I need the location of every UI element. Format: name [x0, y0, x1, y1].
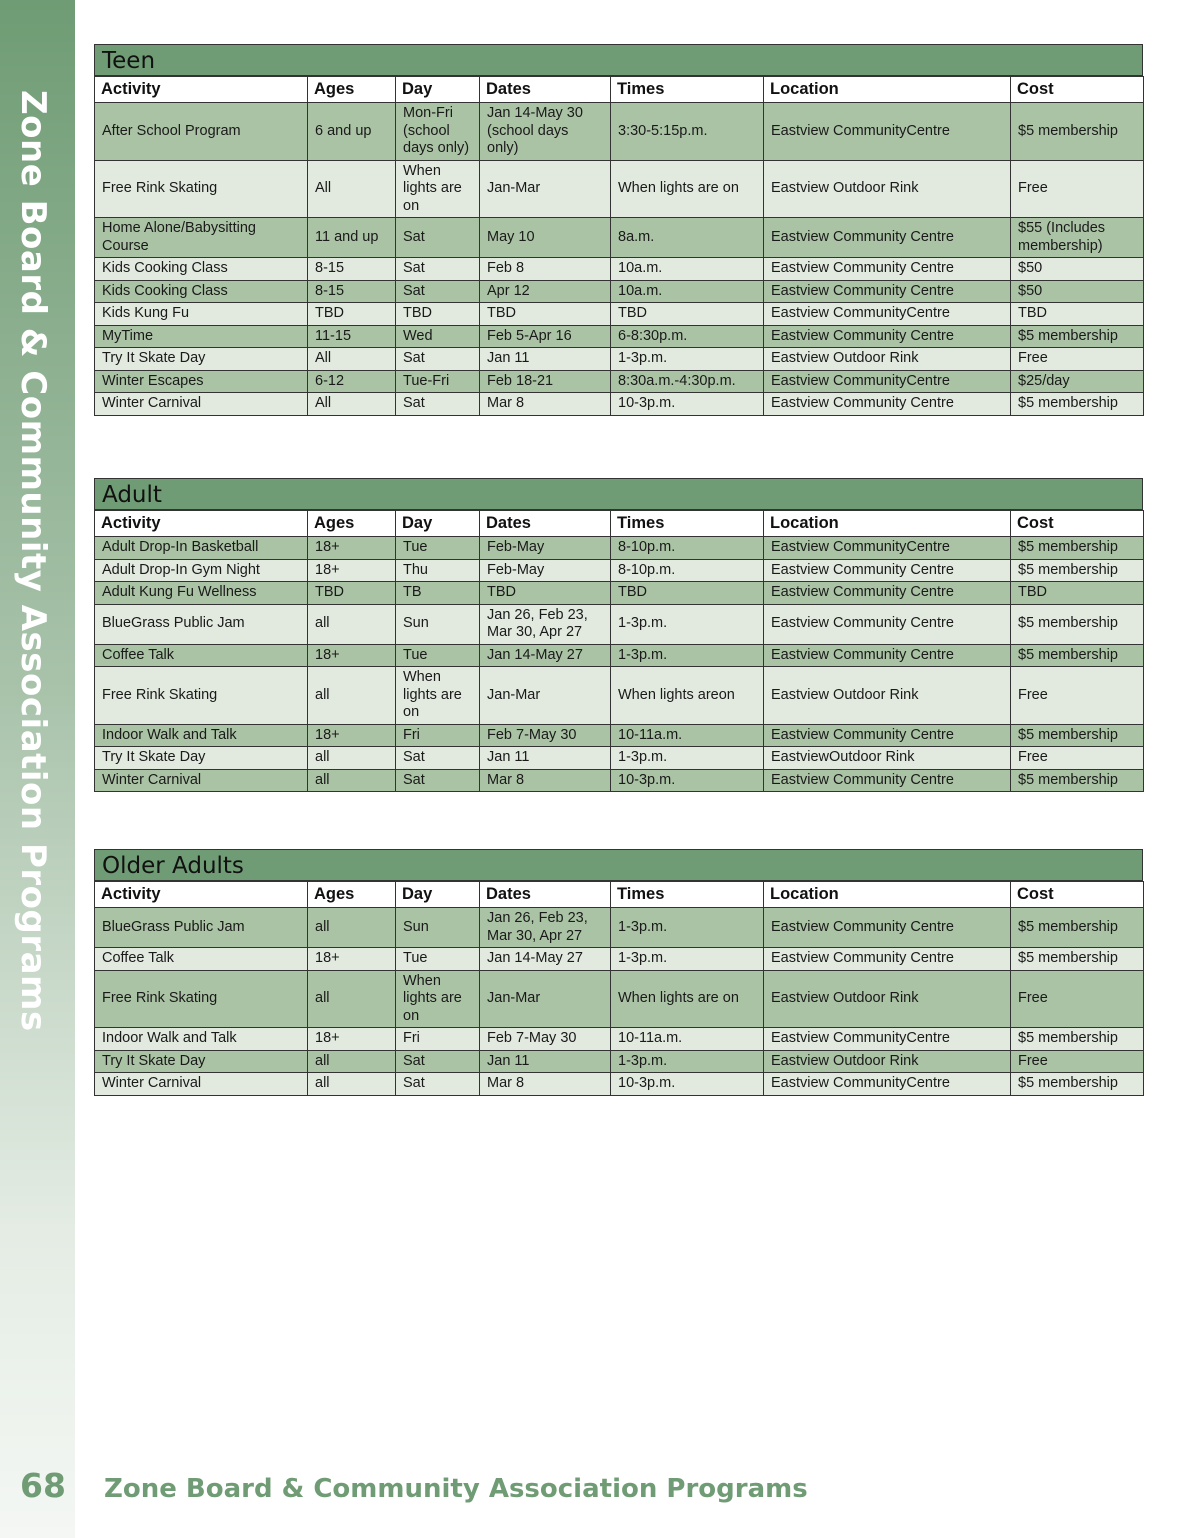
cell-cost: Free — [1011, 1050, 1144, 1073]
cell-activity: Winter Carnival — [95, 393, 308, 416]
cell-ages: 18+ — [308, 724, 396, 747]
cell-cost: $5 membership — [1011, 604, 1144, 644]
cell-ages: all — [308, 667, 396, 725]
cell-ages: all — [308, 604, 396, 644]
cell-day: Tue — [396, 537, 480, 560]
cell-location: Eastview Community Centre — [764, 908, 1011, 948]
cell-location: Eastview Community Centre — [764, 218, 1011, 258]
column-header-ages: Ages — [308, 511, 396, 537]
cell-day: TB — [396, 582, 480, 605]
cell-times: 8-10p.m. — [611, 559, 764, 582]
cell-ages: 18+ — [308, 537, 396, 560]
cell-times: TBD — [611, 303, 764, 326]
cell-ages: 8-15 — [308, 258, 396, 281]
cell-dates: Mar 8 — [480, 1073, 611, 1096]
column-header-day: Day — [396, 882, 480, 908]
cell-activity: Winter Escapes — [95, 370, 308, 393]
cell-ages: 11 and up — [308, 218, 396, 258]
section-title: Teen — [94, 44, 1143, 76]
cell-times: 10-3p.m. — [611, 769, 764, 792]
cell-ages: All — [308, 348, 396, 371]
cell-cost: Free — [1011, 667, 1144, 725]
table-row — [95, 582, 1144, 605]
cell-day: Thu — [396, 559, 480, 582]
table-row — [95, 908, 1144, 948]
cell-dates: Jan-Mar — [480, 160, 611, 218]
cell-day: Fri — [396, 1028, 480, 1051]
cell-ages: all — [308, 747, 396, 770]
cell-ages: 6 and up — [308, 103, 396, 161]
cell-dates: Jan-Mar — [480, 667, 611, 725]
cell-day: Mon-Fri (school days only) — [396, 103, 480, 161]
cell-location: Eastview Community Centre — [764, 604, 1011, 644]
table-header-row — [95, 77, 1144, 103]
section-adult — [94, 478, 1143, 792]
cell-location: Eastview Community Centre — [764, 724, 1011, 747]
cell-ages: 6-12 — [308, 370, 396, 393]
column-header-dates: Dates — [480, 77, 611, 103]
cell-cost: TBD — [1011, 303, 1144, 326]
cell-activity: Free Rink Skating — [95, 667, 308, 725]
program-table — [94, 76, 1144, 416]
cell-day: Sun — [396, 604, 480, 644]
cell-activity: Free Rink Skating — [95, 970, 308, 1028]
cell-times: 8a.m. — [611, 218, 764, 258]
table-row — [95, 393, 1144, 416]
cell-activity: Adult Drop-In Gym Night — [95, 559, 308, 582]
cell-day: Sat — [396, 218, 480, 258]
cell-cost: $50 — [1011, 280, 1144, 303]
cell-dates: May 10 — [480, 218, 611, 258]
column-header-location: Location — [764, 77, 1011, 103]
column-header-ages: Ages — [308, 77, 396, 103]
table-row — [95, 1050, 1144, 1073]
cell-times: 1-3p.m. — [611, 1050, 764, 1073]
cell-activity: Adult Kung Fu Wellness — [95, 582, 308, 605]
cell-dates: Feb 5-Apr 16 — [480, 325, 611, 348]
cell-cost: $5 membership — [1011, 559, 1144, 582]
table-header-row — [95, 882, 1144, 908]
cell-location: Eastview CommunityCentre — [764, 103, 1011, 161]
cell-activity: Coffee Talk — [95, 948, 308, 971]
cell-day: Sun — [396, 908, 480, 948]
cell-times: 1-3p.m. — [611, 348, 764, 371]
cell-location: Eastview Outdoor Rink — [764, 1050, 1011, 1073]
cell-times: 8:30a.m.-4:30p.m. — [611, 370, 764, 393]
footer-title: Zone Board & Community Association Programs — [104, 1474, 808, 1504]
cell-ages: 18+ — [308, 559, 396, 582]
cell-times: 6-8:30p.m. — [611, 325, 764, 348]
table-row — [95, 667, 1144, 725]
column-header-times: Times — [611, 511, 764, 537]
table-header-row — [95, 511, 1144, 537]
column-header-activity: Activity — [95, 77, 308, 103]
table-row — [95, 258, 1144, 281]
program-table — [94, 881, 1144, 1096]
cell-activity: Kids Kung Fu — [95, 303, 308, 326]
table-row — [95, 604, 1144, 644]
cell-times: 1-3p.m. — [611, 908, 764, 948]
cell-day: Fri — [396, 724, 480, 747]
cell-dates: Mar 8 — [480, 393, 611, 416]
cell-location: Eastview CommunityCentre — [764, 1073, 1011, 1096]
cell-ages: All — [308, 160, 396, 218]
cell-location: Eastview Community Centre — [764, 393, 1011, 416]
cell-dates: Feb 7-May 30 — [480, 1028, 611, 1051]
cell-location: Eastview CommunityCentre — [764, 303, 1011, 326]
cell-activity: Indoor Walk and Talk — [95, 1028, 308, 1051]
table-row — [95, 970, 1144, 1028]
cell-activity: BlueGrass Public Jam — [95, 908, 308, 948]
section-title: Older Adults — [94, 849, 1143, 881]
table-row — [95, 747, 1144, 770]
cell-times: 3:30-5:15p.m. — [611, 103, 764, 161]
table-row — [95, 103, 1144, 161]
table-row — [95, 303, 1144, 326]
cell-dates: Jan 11 — [480, 747, 611, 770]
cell-times: 10-11a.m. — [611, 1028, 764, 1051]
cell-dates: Feb 18-21 — [480, 370, 611, 393]
column-header-cost: Cost — [1011, 77, 1144, 103]
section-title: Adult — [94, 478, 1143, 510]
cell-cost: $55 (Includes membership) — [1011, 218, 1144, 258]
cell-day: Sat — [396, 393, 480, 416]
cell-ages: all — [308, 970, 396, 1028]
cell-activity: Indoor Walk and Talk — [95, 724, 308, 747]
cell-dates: Feb 7-May 30 — [480, 724, 611, 747]
cell-activity: Winter Carnival — [95, 769, 308, 792]
cell-cost: $5 membership — [1011, 908, 1144, 948]
cell-day: Sat — [396, 769, 480, 792]
table-row — [95, 325, 1144, 348]
cell-dates: Jan 26, Feb 23, Mar 30, Apr 27 — [480, 604, 611, 644]
column-header-activity: Activity — [95, 882, 308, 908]
cell-cost: $25/day — [1011, 370, 1144, 393]
cell-dates: Feb 8 — [480, 258, 611, 281]
cell-activity: After School Program — [95, 103, 308, 161]
cell-location: EastviewOutdoor Rink — [764, 747, 1011, 770]
section-older-adults — [94, 849, 1143, 1096]
cell-location: Eastview CommunityCentre — [764, 1028, 1011, 1051]
cell-dates: Jan 26, Feb 23, Mar 30, Apr 27 — [480, 908, 611, 948]
cell-cost: $5 membership — [1011, 537, 1144, 560]
cell-day: Sat — [396, 747, 480, 770]
table-row — [95, 218, 1144, 258]
cell-times: When lights are on — [611, 970, 764, 1028]
cell-day: When lights are on — [396, 667, 480, 725]
table-row — [95, 370, 1144, 393]
cell-ages: all — [308, 1073, 396, 1096]
cell-cost: $5 membership — [1011, 1073, 1144, 1096]
cell-cost: TBD — [1011, 582, 1144, 605]
cell-location: Eastview Community Centre — [764, 559, 1011, 582]
cell-activity: Try It Skate Day — [95, 1050, 308, 1073]
program-table — [94, 510, 1144, 792]
cell-day: Tue-Fri — [396, 370, 480, 393]
table-row — [95, 160, 1144, 218]
table-row — [95, 948, 1144, 971]
cell-location: Eastview Community Centre — [764, 644, 1011, 667]
cell-times: 10a.m. — [611, 280, 764, 303]
column-header-cost: Cost — [1011, 511, 1144, 537]
cell-location: Eastview Outdoor Rink — [764, 970, 1011, 1028]
cell-ages: all — [308, 908, 396, 948]
side-title: Zone Board & Community Association Programs — [13, 90, 53, 1032]
column-header-day: Day — [396, 77, 480, 103]
cell-dates: Jan-Mar — [480, 970, 611, 1028]
cell-activity: Kids Cooking Class — [95, 280, 308, 303]
cell-location: Eastview Community Centre — [764, 948, 1011, 971]
cell-location: Eastview Outdoor Rink — [764, 348, 1011, 371]
column-header-times: Times — [611, 882, 764, 908]
column-header-cost: Cost — [1011, 882, 1144, 908]
table-row — [95, 537, 1144, 560]
cell-dates: Jan 14-May 30 (school days only) — [480, 103, 611, 161]
column-header-day: Day — [396, 511, 480, 537]
cell-activity: BlueGrass Public Jam — [95, 604, 308, 644]
cell-day: Tue — [396, 948, 480, 971]
cell-dates: Jan 14-May 27 — [480, 948, 611, 971]
column-header-ages: Ages — [308, 882, 396, 908]
cell-day: Sat — [396, 1050, 480, 1073]
cell-dates: Feb-May — [480, 559, 611, 582]
cell-times: TBD — [611, 582, 764, 605]
cell-activity: Try It Skate Day — [95, 747, 308, 770]
cell-cost: $5 membership — [1011, 724, 1144, 747]
cell-cost: $5 membership — [1011, 769, 1144, 792]
cell-times: 10-11a.m. — [611, 724, 764, 747]
cell-ages: all — [308, 1050, 396, 1073]
cell-ages: 18+ — [308, 1028, 396, 1051]
cell-dates: TBD — [480, 582, 611, 605]
cell-times: 1-3p.m. — [611, 948, 764, 971]
cell-day: When lights are on — [396, 970, 480, 1028]
cell-ages: 18+ — [308, 948, 396, 971]
cell-location: Eastview Outdoor Rink — [764, 667, 1011, 725]
cell-cost: $5 membership — [1011, 103, 1144, 161]
cell-cost: $5 membership — [1011, 948, 1144, 971]
cell-activity: Adult Drop-In Basketball — [95, 537, 308, 560]
table-row — [95, 769, 1144, 792]
cell-times: 10-3p.m. — [611, 1073, 764, 1096]
cell-location: Eastview CommunityCentre — [764, 370, 1011, 393]
side-band — [0, 0, 75, 1538]
section-teen — [94, 44, 1143, 416]
cell-day: TBD — [396, 303, 480, 326]
cell-day: Sat — [396, 280, 480, 303]
cell-times: When lights areon — [611, 667, 764, 725]
column-header-activity: Activity — [95, 511, 308, 537]
cell-times: 10-3p.m. — [611, 393, 764, 416]
table-row — [95, 1028, 1144, 1051]
cell-cost: $5 membership — [1011, 644, 1144, 667]
cell-location: Eastview Outdoor Rink — [764, 160, 1011, 218]
cell-cost: $50 — [1011, 258, 1144, 281]
column-header-location: Location — [764, 511, 1011, 537]
cell-day: Sat — [396, 258, 480, 281]
column-header-times: Times — [611, 77, 764, 103]
cell-activity: Try It Skate Day — [95, 348, 308, 371]
cell-ages: 11-15 — [308, 325, 396, 348]
cell-day: Wed — [396, 325, 480, 348]
page-number: 68 — [20, 1466, 66, 1505]
cell-dates: Jan 14-May 27 — [480, 644, 611, 667]
cell-activity: Winter Carnival — [95, 1073, 308, 1096]
cell-times: 10a.m. — [611, 258, 764, 281]
table-row — [95, 559, 1144, 582]
table-row — [95, 724, 1144, 747]
cell-location: Eastview CommunityCentre — [764, 537, 1011, 560]
cell-dates: Jan 11 — [480, 348, 611, 371]
cell-ages: All — [308, 393, 396, 416]
cell-dates: Feb-May — [480, 537, 611, 560]
column-header-dates: Dates — [480, 511, 611, 537]
cell-activity: Kids Cooking Class — [95, 258, 308, 281]
cell-location: Eastview Community Centre — [764, 582, 1011, 605]
cell-dates: Jan 11 — [480, 1050, 611, 1073]
cell-cost: $5 membership — [1011, 393, 1144, 416]
cell-location: Eastview Community Centre — [764, 280, 1011, 303]
cell-cost: Free — [1011, 348, 1144, 371]
cell-location: Eastview Community Centre — [764, 258, 1011, 281]
cell-activity: Home Alone/Babysitting Course — [95, 218, 308, 258]
column-header-location: Location — [764, 882, 1011, 908]
cell-cost: Free — [1011, 160, 1144, 218]
cell-ages: 18+ — [308, 644, 396, 667]
cell-cost: Free — [1011, 747, 1144, 770]
cell-dates: Mar 8 — [480, 769, 611, 792]
cell-cost: Free — [1011, 970, 1144, 1028]
cell-ages: TBD — [308, 582, 396, 605]
table-row — [95, 644, 1144, 667]
cell-day: When lights are on — [396, 160, 480, 218]
cell-activity: Coffee Talk — [95, 644, 308, 667]
cell-times: 1-3p.m. — [611, 747, 764, 770]
cell-day: Sat — [396, 348, 480, 371]
column-header-dates: Dates — [480, 882, 611, 908]
cell-times: When lights are on — [611, 160, 764, 218]
cell-ages: 8-15 — [308, 280, 396, 303]
cell-times: 8-10p.m. — [611, 537, 764, 560]
cell-location: Eastview Community Centre — [764, 769, 1011, 792]
cell-activity: MyTime — [95, 325, 308, 348]
table-row — [95, 348, 1144, 371]
cell-times: 1-3p.m. — [611, 644, 764, 667]
table-row — [95, 280, 1144, 303]
cell-day: Sat — [396, 1073, 480, 1096]
cell-activity: Free Rink Skating — [95, 160, 308, 218]
cell-dates: Apr 12 — [480, 280, 611, 303]
cell-day: Tue — [396, 644, 480, 667]
cell-times: 1-3p.m. — [611, 604, 764, 644]
cell-location: Eastview Community Centre — [764, 325, 1011, 348]
table-row — [95, 1073, 1144, 1096]
cell-dates: TBD — [480, 303, 611, 326]
cell-ages: TBD — [308, 303, 396, 326]
cell-cost: $5 membership — [1011, 1028, 1144, 1051]
cell-cost: $5 membership — [1011, 325, 1144, 348]
cell-ages: all — [308, 769, 396, 792]
